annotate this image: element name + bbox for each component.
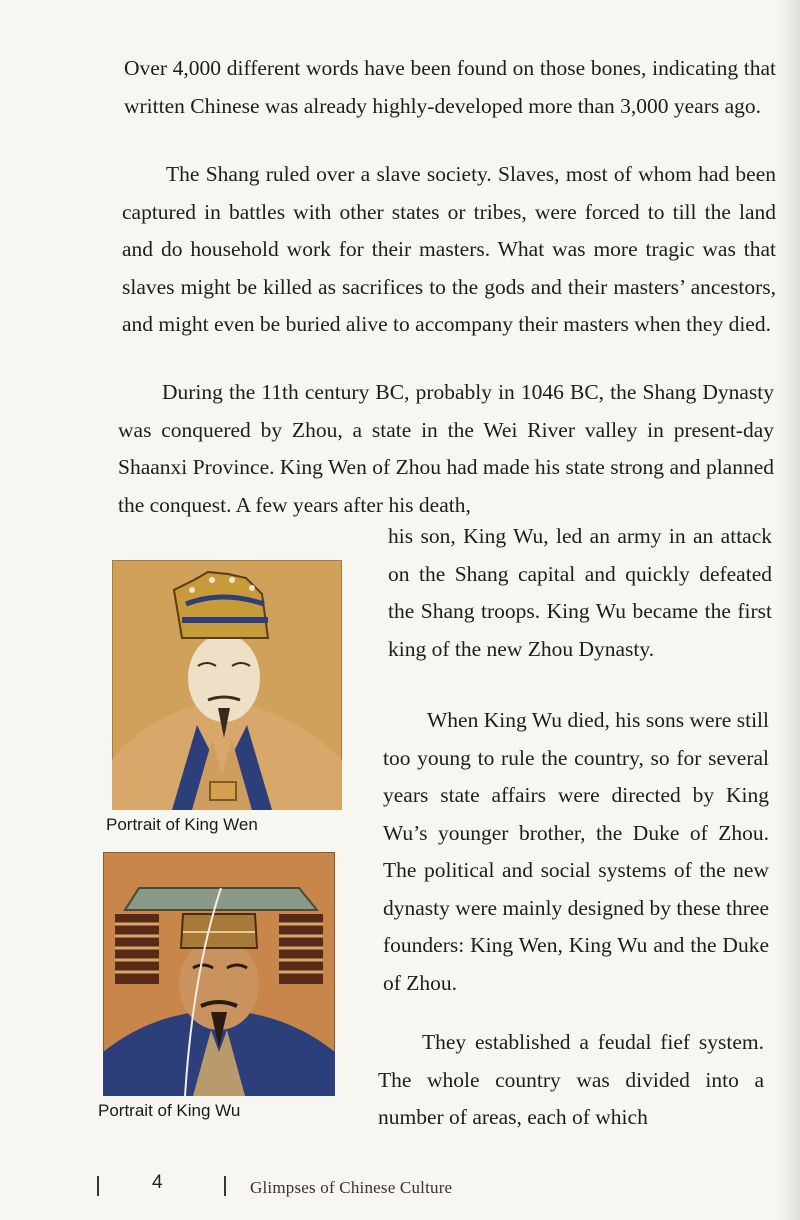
- paragraph-king-wu: his son, King Wu, led an army in an attack on the Shang capital and quickly defeated the Shang troops. King Wu became the first king of the new Zhou Dynasty.: [388, 524, 772, 661]
- paragraph-duke-of-zhou: When King Wu died, his sons were still too young to rule the country, so for several years state affairs were directed by King Wu’s younger brother, the Duke of Zhou. The political and social systems of the new dynasty were mainly designed by these three founders: King Wen, King Wu and the Duke of Zhou.: [383, 708, 769, 995]
- king-wen-caption: Portrait of King Wen: [106, 815, 258, 834]
- paragraph-zhou-conquest: During the 11th century BC, probably in 1046 BC, the Shang Dynasty was conquered by Zhou, a state in the Wei River valley in present-day Shaanxi Province. King Wen of Zhou had made his state strong and planned the conquest. A few years after his death,: [118, 380, 774, 517]
- footer-divider-right: [224, 1176, 226, 1196]
- paragraph-slave-society: The Shang ruled over a slave society. Slaves, most of whom had been captured in battles with other states or tribes, were forced to till the land and do household work for their masters. What was more tragic was that slaves might be killed as sacrifices to the gods and their masters’ ancestors, and might even be buried alive to accompany their masters when they died.: [122, 162, 776, 336]
- king-wu-portrait-image: [103, 852, 335, 1096]
- king-wu-portrait: [103, 852, 335, 1096]
- king-wu-caption: Portrait of King Wu: [98, 1101, 241, 1120]
- paragraph-fief-system: They established a feudal fief system. The whole country was divided into a number of areas, each of which: [378, 1030, 764, 1129]
- footer-divider-left: [97, 1176, 99, 1196]
- page-number: 4: [152, 1172, 163, 1193]
- paragraph-oracle-bones: Over 4,000 different words have been found on those bones, indicating that written Chinese was already highly-developed more than 3,000 years ago.: [124, 56, 776, 118]
- king-wen-portrait: [112, 560, 342, 810]
- running-footer-title: Glimpses of Chinese Culture: [250, 1178, 453, 1197]
- king-wen-portrait-image: [112, 560, 342, 810]
- page-edge-shadow: [778, 0, 800, 1220]
